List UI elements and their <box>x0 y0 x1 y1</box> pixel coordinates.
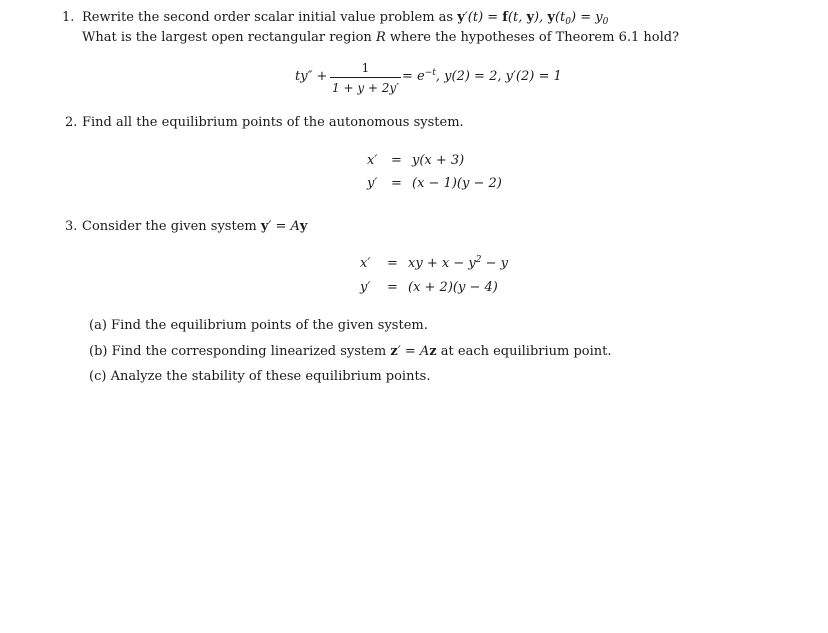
part-c-text: Analyze the stability of these equilibrium points. <box>110 369 431 384</box>
part-b <box>89 344 612 359</box>
problem-2-number: 2. <box>65 115 78 130</box>
problem-1-vector-form: y′(t) = f(t, y), $y(t_0) = y_0$ <box>457 10 609 27</box>
part-b-label: (b) <box>89 344 108 359</box>
part-b-tail: at each equilibrium point. <box>440 344 612 359</box>
system-2-eq-2: = <box>391 176 402 191</box>
system-2-row-2 <box>367 177 377 190</box>
system-2-row-1 <box>367 154 377 167</box>
part-a-text: Find the equilibrium points of the given system. <box>111 318 428 333</box>
part-c <box>89 369 430 384</box>
system-3-lhs-2: y′ <box>360 280 371 295</box>
fraction-denominator: 1 + y + 2y′ <box>330 77 401 95</box>
system-2-rhs-1: y(x + 3) <box>412 153 465 168</box>
initial-conditions: , y(2) = 2, y′(2) = 1 <box>435 69 562 84</box>
region-symbol: R <box>375 30 386 45</box>
system-3-label: y′ = Ay <box>260 219 308 234</box>
problem-3-number: 3. <box>65 219 78 234</box>
system-2-rhs-2: (x − 1)(y − 2) <box>412 176 502 191</box>
problem-1-line2-tail: where the hypotheses of Theorem 6.1 hold? <box>389 30 680 45</box>
problem-1-line2 <box>82 31 679 44</box>
system-2-lhs-2: y′ <box>367 176 378 191</box>
system-3-eq-1: = <box>387 256 398 271</box>
system-3-lhs-1: x′ <box>360 256 371 271</box>
equation-lhs: ty″ + <box>295 69 328 84</box>
part-b-math: z′ = Az <box>390 344 437 359</box>
problem-1-line1 <box>82 10 609 27</box>
part-b-text: Find the corresponding linearized system <box>111 344 387 359</box>
fraction-numerator: 1 <box>361 61 370 75</box>
problem-2-text: Find all the equilibrium points of the autonomous system. <box>82 115 464 130</box>
equation-rhs: = $e^{-t}$, y(2) = 2, y′(2) = 1 <box>402 68 562 84</box>
problem-1-line2-text: What is the largest open rectangular region <box>82 30 372 45</box>
part-a-label: (a) <box>89 318 107 333</box>
system-2-lhs-1: x′ <box>367 153 378 168</box>
part-a <box>89 318 428 333</box>
problem-1-number: 1. <box>62 10 75 25</box>
system-3-rhs-2: (x + 2)(y − 4) <box>408 280 498 295</box>
part-c-label: (c) <box>89 369 107 384</box>
system-3-eq-2: = <box>387 280 398 295</box>
problem-1-line1-text: Rewrite the second order scalar initial value problem as <box>82 10 454 25</box>
exponent: −t <box>424 68 436 78</box>
system-3-rhs-1: xy + $x - y^2 - y$ <box>408 255 508 271</box>
equation-fraction <box>330 61 401 95</box>
system-2-eq-1: = <box>391 153 402 168</box>
problem-3-text: Consider the given system y′ = Ay <box>82 219 308 234</box>
